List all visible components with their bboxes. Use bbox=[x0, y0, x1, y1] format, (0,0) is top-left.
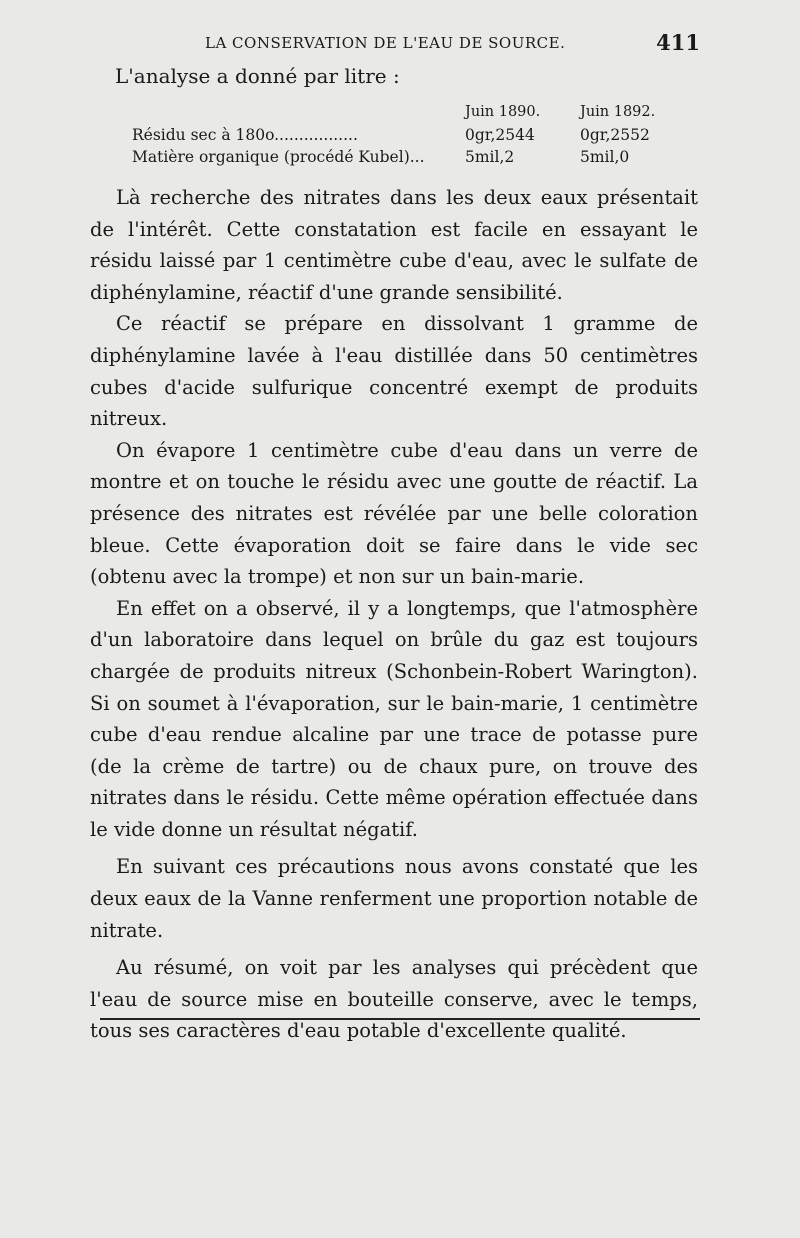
paragraph: Ce réactif se prépare en dissolvant 1 gramme de diphénylamine lavée à l'eau distillée dans 50 centimètres cubes d'acide sulfurique concentré exempt de produits nitreux. bbox=[90, 312, 698, 431]
paragraph: Au résumé, on voit par les analyses qui précèdent que l'eau de source mise en bouteille conserve, avec le temps, tous ses caractères d'eau potable d'excellente qualité. bbox=[90, 956, 698, 1043]
running-head bbox=[110, 30, 700, 58]
row-value-1890: 0gr,2544 bbox=[465, 126, 535, 144]
table-row bbox=[132, 126, 692, 148]
column-header-1892: Juin 1892. bbox=[580, 104, 656, 120]
body-text bbox=[90, 182, 698, 1047]
running-head-title: LA CONSERVATION DE L'EAU DE SOURCE. bbox=[205, 34, 566, 52]
paragraph: En effet on a observé, il y a longtemps, que l'atmosphère d'un laboratoire dans lequel on brûle du gaz est toujours chargée de produits nitreux (Schonbein-Robert Warington). Si on soumet à l'évaporation, sur le bain-marie, 1 centimètre cube d'eau rendue alcaline par une trace de potasse pure (de la crème de tartre) ou de chaux pure, on trouve des nitrates dans le résidu. Cette même opération effectuée dans le vide donne un résultat négatif. bbox=[90, 596, 698, 841]
row-value-1890: 5mil,2 bbox=[465, 148, 515, 166]
row-label: Résidu sec à 180o................. bbox=[132, 126, 358, 144]
row-value-1892: 5mil,0 bbox=[580, 148, 630, 166]
row-label: Matière organique (procédé Kubel)... bbox=[132, 148, 425, 166]
table-row bbox=[132, 148, 692, 170]
row-value-1892: 0gr,2552 bbox=[580, 126, 650, 144]
page-number: 411 bbox=[656, 30, 700, 55]
paragraph: On évapore 1 centimètre cube d'eau dans un verre de montre et on touche le résidu avec une goutte de réactif. La présence des nitrates est révélée par une belle coloration bleue. Cette évaporation doit se faire dans le vide sec (obtenu avec la trompe) et non sur un bain-marie. bbox=[90, 438, 698, 589]
paragraph: En suivant ces précautions nous avons constaté que les deux eaux de la Vanne renferment une proportion notable de nitrate. bbox=[90, 855, 698, 942]
paragraph: Là recherche des nitrates dans les deux eaux présentait de l'intérêt. Cette constatation est facile en essayant le résidu laissé par 1 centimètre cube d'eau, avec le sulfate de diphénylamine, réactif d'une grande sensibilité. bbox=[90, 186, 698, 304]
footnote-rule bbox=[100, 1018, 700, 1020]
analysis-intro: L'analyse a donné par litre : bbox=[115, 64, 400, 88]
column-header-1890: Juin 1890. bbox=[465, 104, 541, 120]
